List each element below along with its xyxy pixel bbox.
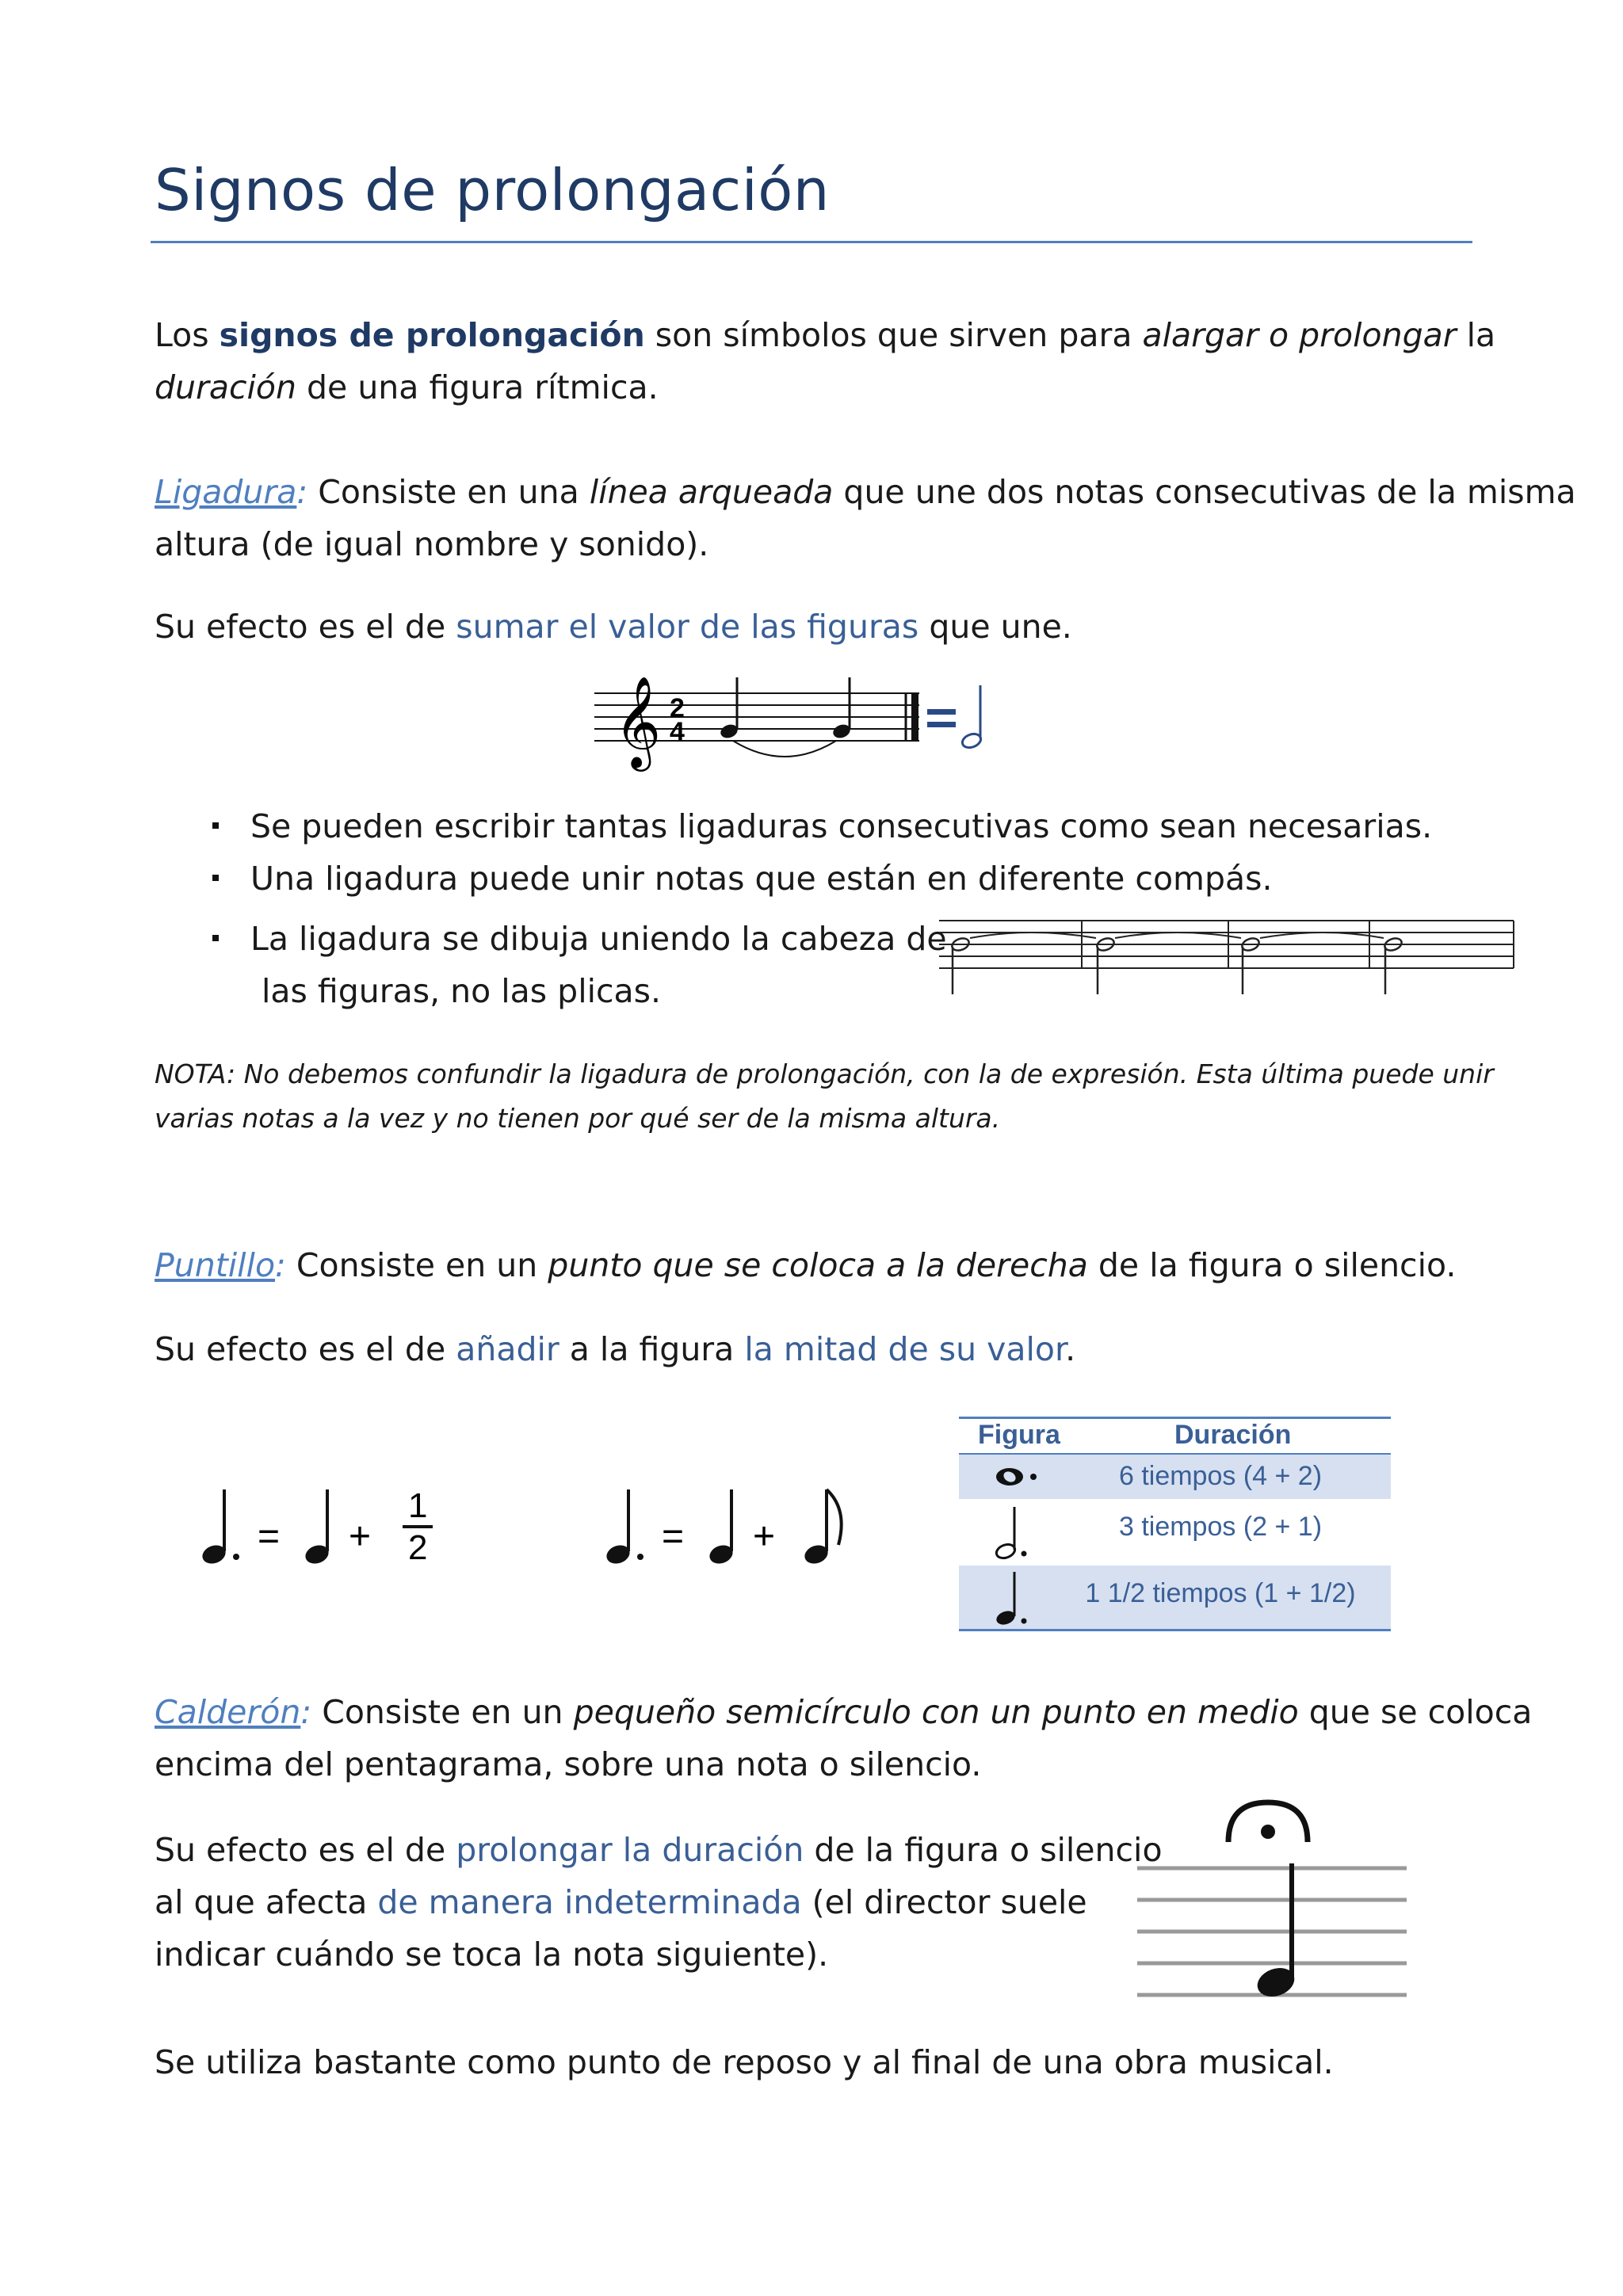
puntillo-effect [155,1323,1075,1375]
effect-text: al que afecta [155,1883,378,1921]
dotted-note-equations [182,1466,896,1585]
calderon-effect-2 [155,1876,1087,1928]
fermata-dot [1261,1825,1275,1839]
fraction-numerator: 1 [408,1486,428,1525]
intro-text: son símbolos que sirven para [644,316,1143,354]
bullet-item [212,800,1432,852]
table-row [959,1566,1391,1630]
calderon-line-1 [155,1686,1532,1738]
equals-sign [927,722,956,727]
table-row [959,1499,1391,1566]
bullet-item [212,913,947,965]
ligadura-effect [155,601,1072,653]
tie-across-measures-staff [935,903,1518,998]
effect-text: que une. [918,608,1072,646]
puntillo-emphasis: punto que se coloca a la derecha [548,1246,1088,1284]
bullet-icon [212,822,219,829]
calderon-text: que se coloca [1298,1693,1533,1731]
duration-cell: 6 tiempos (4 + 2) [1118,1461,1323,1491]
fermata-example-staff [1133,1798,1411,2004]
effect-text: de la figura o silencio [804,1831,1163,1869]
duration-cell: 3 tiempos (2 + 1) [1118,1512,1323,1542]
nota-line-1: NOTA: No debemos confundir la ligadura de prolongación, con la de expresión. Esta última puede unir [155,1058,1494,1089]
time-signature-top: 2 [670,693,685,723]
calderon-emphasis: pequeño semicírculo con un punto en medio [573,1693,1299,1731]
table-header-figura: Figura [978,1420,1060,1450]
term-colon: : [275,1246,286,1284]
tie-arc [1260,933,1384,938]
table-row [959,1455,1391,1499]
effect-highlight: de manera indeterminada [377,1883,802,1921]
effect-highlight: añadir [456,1330,559,1368]
tie-example-staff [586,662,1062,784]
ligadura-line-2: altura (de igual nombre y sonido). [155,525,709,563]
term-colon: : [300,1693,312,1731]
equation-eighth [604,1489,842,1566]
dotted-figures-table [959,1417,1391,1630]
bullet-text: La ligadura se dibuja uniendo la cabeza de [250,920,947,958]
plus-sign: + [349,1516,372,1558]
ligadura-term: Ligadura [155,473,297,511]
dotted-whole-note-icon [992,1463,1048,1491]
calderon-text: Consiste en un [311,1693,574,1731]
calderon-effect-3: indicar cuándo se toca la nota siguiente). [155,1936,829,1974]
table-bottom-rule [959,1629,1391,1631]
table-top-rule [959,1417,1391,1419]
ligadura-emphasis: línea arqueada [589,473,834,511]
treble-clef-icon: 𝄞 [614,675,662,768]
equals-sign: = [662,1516,685,1558]
puntillo-text: de la figura o silencio. [1087,1246,1457,1284]
nota-line-2: varias notas a la vez y no tienen por qué ser de la misma altura. [155,1103,1001,1134]
intro-emphasis: duración [155,368,296,406]
intro-text: la [1456,316,1496,354]
ligadura-text: que une dos notas consecutivas de la misma [833,473,1576,511]
bullet-text: Se pueden escribir tantas ligaduras consecutivas como sean necesarias. [250,807,1433,845]
dotted-half-note-icon [992,1504,1040,1564]
puntillo-line-1 [155,1239,1456,1291]
puntillo-text: Consiste en un [285,1246,548,1284]
effect-text: Su efecto es el de [155,1831,456,1869]
ligadura-line-1 [155,466,1576,518]
intro-term: signos de prolongación [219,316,645,354]
equals-sign: = [258,1516,281,1558]
effect-highlight: la mitad de su valor [744,1330,1066,1368]
time-signature-bottom: 4 [670,717,685,747]
calderon-effect-1 [155,1824,1163,1876]
bullet-icon [212,935,219,941]
title-underline [151,241,1472,243]
bullet-icon [212,875,219,881]
table-header-duracion: Duración [1174,1420,1292,1450]
bullet-item [212,852,1273,905]
tie-arc [1115,933,1241,938]
effect-text: . [1065,1330,1076,1368]
dot-icon [233,1554,239,1560]
effect-text: (el director suele [801,1883,1087,1921]
duration-cell: 1 1/2 tiempos (1 + 1/2) [1085,1578,1356,1608]
bullet-continuation: las figuras, no las plicas. [262,972,662,1010]
dot-icon [637,1554,643,1560]
effect-highlight: sumar el valor de las figuras [456,608,919,646]
intro-line-1 [155,309,1495,361]
effect-text: Su efecto es el de [155,608,456,646]
calderon-line-2: encima del pentagrama, sobre una nota o silencio. [155,1745,982,1783]
page-title: Signos de prolongación [155,157,830,223]
intro-line-2 [155,361,659,414]
equation-fraction [200,1486,433,1567]
effect-highlight: prolongar la duración [456,1831,804,1869]
intro-text: Los [155,316,220,354]
intro-text: de una figura rítmica. [296,368,659,406]
calderon-term: Calderón [155,1693,301,1731]
final-barline [911,693,918,741]
plus-sign: + [753,1516,776,1558]
puntillo-term: Puntillo [155,1246,276,1284]
calderon-closing: Se utiliza bastante como punto de reposo y al final de una obra musical. [155,2043,1334,2081]
effect-text: a la figura [559,1330,745,1368]
fraction-denominator: 2 [408,1528,428,1567]
intro-emphasis: alargar o prolongar [1142,316,1457,354]
ligadura-text: Consiste en una [307,473,590,511]
equals-sign [927,709,956,715]
term-colon: : [296,473,308,511]
tie-arc [970,933,1096,938]
effect-text: Su efecto es el de [155,1330,456,1368]
bullet-text: Una ligadura puede unir notas que están en diferente compás. [250,860,1273,898]
dotted-quarter-note-icon [992,1569,1040,1629]
tie-arc [733,741,836,757]
